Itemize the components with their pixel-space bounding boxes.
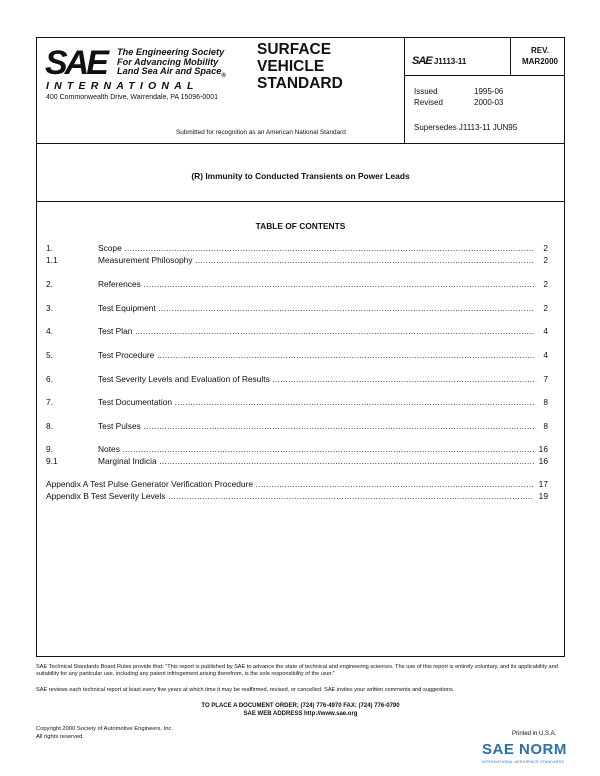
order-line: TO PLACE A DOCUMENT ORDER; (724) 776-4970 FAX: (724) 776-0790 bbox=[201, 703, 400, 709]
document-number: SAE J1113-11 bbox=[412, 55, 467, 67]
toc-entry[interactable]: 7. Test Documentation ..... 8 bbox=[46, 397, 548, 407]
revised-value: 2000-03 bbox=[474, 98, 504, 107]
doc-sae-logo: SAE bbox=[412, 55, 432, 67]
header-divider bbox=[36, 143, 565, 144]
toc-entry[interactable]: 6. Test Severity Levels and Evaluation of Results ..... 7 bbox=[46, 374, 548, 384]
international-label: INTERNATIONAL bbox=[46, 80, 199, 92]
sae-logo: SAE bbox=[45, 44, 106, 82]
sae-norm-subtitle: INTERNATIONAL AEROSPACE STANDARDS bbox=[482, 760, 565, 764]
toc-entry-appendix[interactable]: Appendix A Test Pulse Generator Verification Procedure ..... 17 bbox=[46, 479, 548, 489]
header-vdivider bbox=[404, 37, 405, 144]
footer-rules-paragraph: SAE Technical Standards Board Rules provide that: "This report is published by SAE to advance the state of technical and engineering sciences. The use of this report is entirely voluntary, and its applicability and suitability for any particular use, including any patent infringement arising therefrom, is the sole responsibility of the user." bbox=[36, 664, 558, 678]
rev-vdivider bbox=[510, 37, 511, 75]
toc-entry[interactable]: 2. References ..... 2 bbox=[46, 279, 548, 289]
standard-type: SURFACE VEHICLE STANDARD bbox=[257, 41, 343, 92]
web-address[interactable]: SAE WEB ADDRESS http://www.sae.org bbox=[243, 711, 358, 717]
title-divider bbox=[36, 201, 565, 202]
revised-label: Revised bbox=[414, 98, 443, 107]
submitted-note: Submitted for recognition as an American National Standard bbox=[176, 129, 346, 136]
toc-entry[interactable]: 3. Test Equipment ..... 2 bbox=[46, 303, 548, 313]
issued-value: 1995-06 bbox=[474, 87, 504, 96]
supersedes: Supersedes J1113-11 JUN95 bbox=[414, 123, 518, 132]
toc-entry[interactable]: 8. Test Pulses ..... 8 bbox=[46, 421, 548, 431]
toc-entry[interactable]: 5. Test Procedure ..... 4 bbox=[46, 350, 548, 360]
toc-entry[interactable]: 9.1 Marginal Indicia ..... 16 bbox=[46, 456, 548, 466]
sae-norm-watermark: SAE NORM bbox=[482, 741, 567, 758]
toc-entry[interactable]: 1. Scope ..... 2 bbox=[46, 243, 548, 253]
footer-review-paragraph: SAE reviews each technical report at least every five years at which time it may be reaffirmed, revised, or cancelled. SAE invites your written comments and suggestions. bbox=[36, 687, 455, 693]
toc-entry[interactable]: 4. Test Plan ..... 4 bbox=[46, 326, 548, 336]
document-title: (R) Immunity to Conducted Transients on Power Leads bbox=[191, 171, 410, 181]
address: 400 Commonwealth Drive, Warrendale, PA 15096-0001 bbox=[46, 94, 218, 101]
toc-entry[interactable]: 9. Notes ..... 16 bbox=[46, 444, 548, 454]
docno-divider bbox=[404, 75, 565, 76]
toc-entry-appendix[interactable]: Appendix B Test Severity Levels ..... 19 bbox=[46, 491, 548, 501]
issued-label: Issued bbox=[414, 87, 438, 96]
society-tagline: The Engineering Society For Advancing Mobility Land Sea Air and Space$_®$ bbox=[117, 47, 226, 79]
toc-entry[interactable]: 1.1 Measurement Philosophy ..... 2 bbox=[46, 255, 548, 265]
copyright: Copyright 2000 Society of Automotive Engineers, Inc. All rights reserved. bbox=[36, 726, 173, 740]
toc-heading: TABLE OF CONTENTS bbox=[255, 221, 346, 231]
revision-box: REV. MAR2000 bbox=[521, 46, 558, 66]
printed-in: Printed in U.S.A. bbox=[512, 731, 557, 737]
